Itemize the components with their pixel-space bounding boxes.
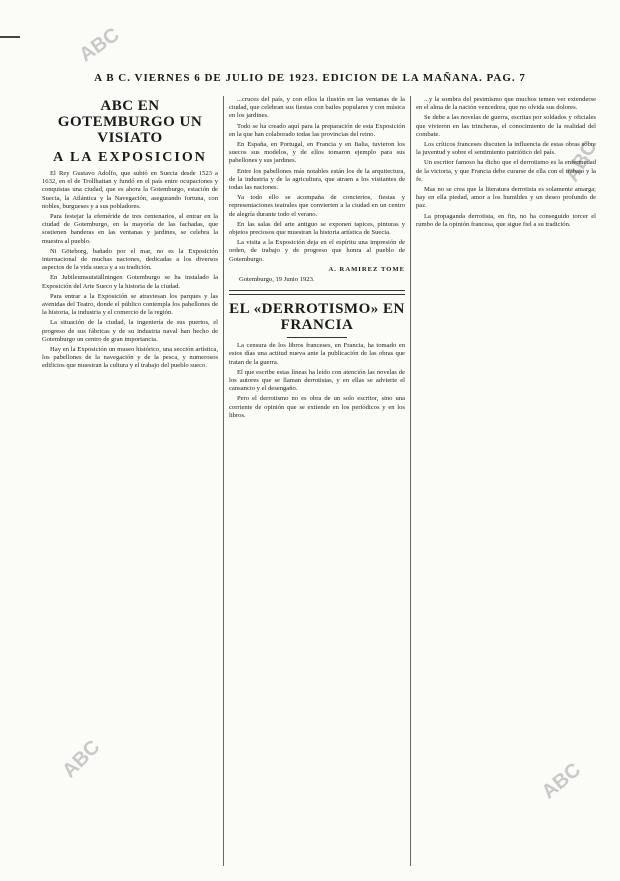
paragraph: Un escritor famoso ha dicho que el derrotismo es la enfermedad de la victoria, y que Francia debe curarse de ella con el trabajo y la fe. bbox=[416, 159, 596, 183]
paragraph: En España, en Portugal, en Francia y en Italia, tuvieron los suecos sus modelos, y de ellos tomaron ejemplo para sus pabellones y sus jardines. bbox=[229, 141, 405, 165]
page-header: A B C. VIERNES 6 DE JULIO DE 1923. EDICION DE LA MAÑANA. PAG. 7 bbox=[94, 72, 526, 84]
column-1 bbox=[42, 96, 218, 876]
edge-mark bbox=[0, 36, 20, 38]
watermark: ABC bbox=[58, 736, 105, 783]
article-subhead: A LA EXPOSICION bbox=[53, 150, 207, 165]
watermark: ABC bbox=[537, 758, 586, 804]
paragraph: Los críticos franceses discuten la influencia de estas obras sobre la juventud y sobre el sentimiento patriótico del país. bbox=[416, 141, 596, 157]
paragraph: Para festejar la efeméride de tres centenarios, al entrar en la ciudad de Gotemburgo, en la mayoría de las fachadas, que sostienen banderas en las ventanas y jardines, se celebra la muestra al pueblo. bbox=[42, 213, 218, 245]
paragraph: ...cruces del país, y con ellos la ilusión en las ventanas de la ciudad, que celebran sus fiestas con bailes populares y con música en los jardines. bbox=[229, 96, 405, 120]
paragraph: Entre los pabellones más notables están los de la arquitectura, de la industria y de la agricultura, que atraen a los visitantes de todas las naciones. bbox=[229, 167, 405, 192]
paragraph: El que escribe estas líneas ha leído con atención las novelas de los autores que se llaman derrotistas, y en ellas se advierte el cansancio y el desengaño. bbox=[229, 368, 405, 393]
column-rule bbox=[223, 96, 224, 866]
column-2 bbox=[229, 96, 405, 876]
article-headline: EL «DERROTISMO» EN FRANCIA bbox=[229, 301, 405, 334]
paragraph: Ya todo ello se acompaña de conciertos, fiestas y representaciones teatrales que convierten a la ciudad en un centro de alegría durante todo el verano. bbox=[229, 194, 405, 218]
watermark: ABC bbox=[560, 136, 602, 186]
paragraph: La situación de la ciudad, la ingeniería de sus puertos, el progreso de sus fábricas y de su industria naval han hecho de Gotemburgo un centro de gran importancia. bbox=[42, 319, 218, 343]
paragraph: Para entrar a la Exposición se atraviesan los parques y las avenidas del Teatro, donde el público contempla los pabellones de la historia, la industria y el comercio de la región. bbox=[42, 292, 218, 317]
headline-rule bbox=[287, 337, 347, 338]
paragraph: En Jubileumsutställningen Gotemburgo se ha instalado la Exposición del Arte Sueco y la historia de la ciudad. bbox=[42, 274, 218, 290]
article-dateline: Gotemburgo, 19 Junio 1923. bbox=[239, 276, 315, 284]
paragraph: Ni Göteborg, bañado por el mar, no es la Exposición internacional de muchas naciones, dedicadas a los diversos aspectos de la vida sueca y a su tradición. bbox=[42, 247, 218, 272]
paragraph: La censura de los libros franceses, en Francia, ha tomado en estos días una actitud nueva ante la publicación de las obras que tratan de la guerra. bbox=[229, 342, 405, 366]
article-headline: ABC EN GOTEMBURGO UN VISIATO bbox=[57, 98, 203, 146]
column-rule bbox=[410, 96, 411, 866]
paragraph: En las salas del arte antiguo se exponen tapices, pinturas y objetos preciosos que muestran la historia artística de Suecia. bbox=[229, 220, 405, 237]
section-divider bbox=[229, 290, 405, 295]
paragraph: La propaganda derrotista, en fin, no ha conseguido torcer el rumbo de la opinión francesa, que sigue fiel a su tradición. bbox=[416, 212, 596, 228]
paragraph: Se debe a las novelas de guerra, escritas por soldados y oficiales que vivieron en las trincheras, el conocimiento de la realidad del combate. bbox=[416, 114, 596, 138]
paragraph: Hay en la Exposición un museo histórico, una sección artística, los pabellones de la navegación y de la pesca, y numerosos edificios que muestran la cultura y el trabajo del pueblo sueco. bbox=[42, 346, 218, 370]
paragraph: Mas no se crea que la literatura derrotista es solamente amarga; hay en ella piedad, amor a los humildes y un deseo profundo de paz. bbox=[416, 186, 596, 210]
paragraph: ...y la sombra del pesimismo que muchos temen ver extenderse en el alma de la nación vencedora, que no olvida sus dolores. bbox=[416, 96, 596, 112]
paragraph: El Rey Gustavo Adolfo, que subió en Suecia desde 1523 a 1632, en el de Trollhattan y fundó en el país entre ocupaciones y conquistas una ciudad, que es ahora la Gotemburgo, estación de Suecia, la Atlántica y la Navegación, asegurando fortuna, con nobles, burgueses y a sus pobladores. bbox=[42, 170, 218, 210]
watermark: ABC bbox=[75, 23, 124, 67]
column-3 bbox=[416, 96, 596, 876]
article-signature: A. RAMIREZ TOME bbox=[328, 265, 405, 273]
paragraph: Todo se ha creado aquí para la preparación de esta Exposición en la que han colaborado todas las provincias del reino. bbox=[229, 122, 405, 138]
paragraph: Pero el derrotismo no es obra de un solo escritor, sino una corriente de opinión que se extiende en los periódicos y en los libros. bbox=[229, 395, 405, 419]
paragraph: La visita a la Exposición deja en el espíritu una impresión de orden, de trabajo y de progreso que honra al pueblo de Gotemburgo. bbox=[229, 239, 405, 263]
